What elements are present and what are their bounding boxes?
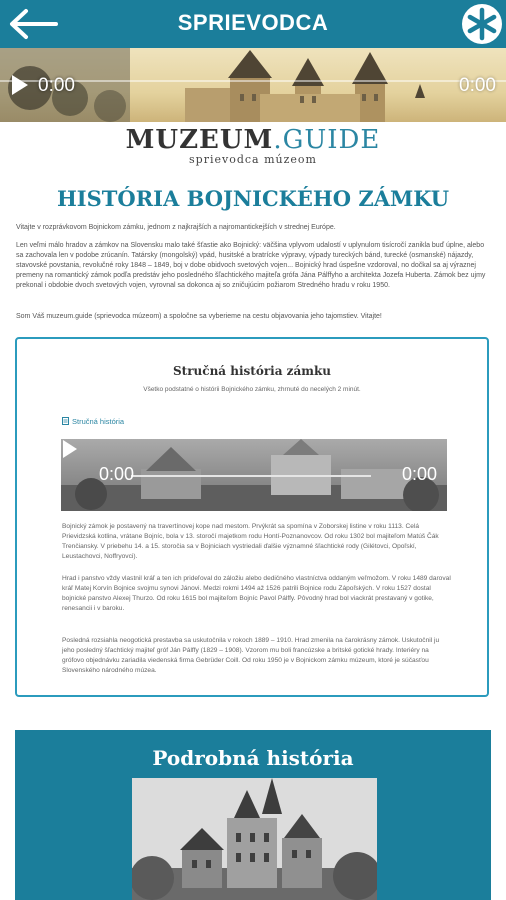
intro-paragraph-3: Som Váš muzeum.guide (sprievodca múzeom) a spoločne sa vyberieme na cestu objavovania jeho tajomstiev. Vitajte! [16,313,382,320]
logo-subtitle: sprievodca múzeom [189,153,317,166]
play-icon[interactable] [10,74,30,96]
detailed-history-section[interactable] [15,730,491,900]
castle-photo [132,778,377,900]
asterisk-icon [462,4,502,44]
card-subtitle: Všetko podstatné o histórii Bojnického zámku, zhrnuté do necelých 2 minút. [143,386,361,393]
audio-play-icon[interactable] [61,439,79,459]
hero-audio-player [0,48,506,122]
hero-audio-current-time: 0:00 [38,75,75,96]
app-header [0,0,506,48]
logo-text-main: MUZEUM [125,125,274,155]
short-history-link-label: Stručná história [72,417,125,426]
header-title: SPRIEVODCA [177,10,329,35]
museum-guide-logo [0,125,506,166]
hero-audio-total-time: 0:00 [459,75,496,96]
short-history-card [15,337,489,697]
document-icon [62,417,69,425]
intro-paragraph-1: Vitajte v rozprávkovom Bojnickom zámku, jednom z najkrajších a najromantickejších v strednej Európe. [16,224,336,231]
castle-illustration [132,778,377,900]
page-title: HISTÓRIA BOJNICKÉHO ZÁMKU [56,186,450,211]
card-audio-player [61,439,447,511]
card-audio-total-time: 0:00 [401,464,437,484]
card-title: Stručná história zámku [173,364,331,378]
history-paragraph-3: Posledná rozsiahla neogotická prestavba sa uskutočnila v rokoch 1889 – 1910. Hrad zmenila na čarokrásny zámok. Uskutočnil ju jeho posledný šľachtický majiteľ gróf Ján Pálffy (1829 – 1908). Vzorom mu boli francúzske a britské gotické hrady. Interiéry na grófovo objednávku zariadila viedenská firma Gebrüder Coill. Od roku 1950 je v Bojnickom zámku múzeum, ktoré je súčasťou Slovenského národného múzea. [62,637,440,674]
intro-paragraph-2: Len veľmi málo hradov a zámkov na Slovensku malo také šťastie ako Bojnický: väčšina vplyvom udalostí v uplynulom tisícročí zanikla buď úplne, alebo sa zachovala len v podobe zrúcanín. Tatársky (mongolský) vpád, husitské a bratrícke výpravy, výpady tureckých bánd, turecké (osmanské) nájazdy, stavovské povstania, revolučné roky 1848 – 1849, boj v dobe obidvoch svetových vojen... Bojnický hrad úspešne vzdoroval, no dočkal sa aj výraznej premeny na romantický zámok podľa predstáv jeho posledného šľachtického majiteľa grófa Jána Pálffyho a architekta Jozefa Huberta. Zámok bez ujmy prekonal i obdobie dvoch svetových vojen, vyrovnal sa dokonca aj so zničujúcim požiarom Stredného hradu v roku 1950. [16,242,486,289]
castle-banner-image [0,48,506,122]
menu-button[interactable] [462,4,502,44]
card-audio-current-time: 0:00 [99,464,135,484]
detailed-history-title: Podrobná história [152,746,354,770]
logo-text-accent: .GUIDE [273,125,381,155]
history-paragraph-2: Hrad i panstvo vždy vlastnil kráľ a ten ich prideľoval do záložiu alebo dedičného vlastníctva oddaným veľmožom. V roku 1489 daroval kráľ Matej Korvín Bojnice svojmu synovi Jánovi. Medzi rokmi 1494 až 1526 patrili Bojnice rodu Zápoľských. V roku 1527 dostal bojnické panstvo Alexej Thurzo. Od roku 1615 bol majiteľom Bojníc Pavol Pálffy. Pôvodný hrad bol viackrát prestavaný v gotike, renesancii i v baroku. [62,575,451,612]
short-history-link[interactable] [62,417,124,426]
history-paragraph-1: Bojnický zámok je postavený na travertínovej kope nad mestom. Prvýkrát sa spomína v Zoborskej listine v roku 1113. Celá Prievidzská kotlina, vrátane Bojníc, bola v 13. storočí majetkom rodu Hontí-Poznanovcov. Od roku 1302 bol majiteľom Matúš Čák Trenčiansky. V priebehu 14. a 15. storočia sa v Bojniciach vystriedali ďalšie významné šľachtické rody (Gilétovci, Opoľskí, Leustachovci, Noffryovci). [62,523,439,560]
